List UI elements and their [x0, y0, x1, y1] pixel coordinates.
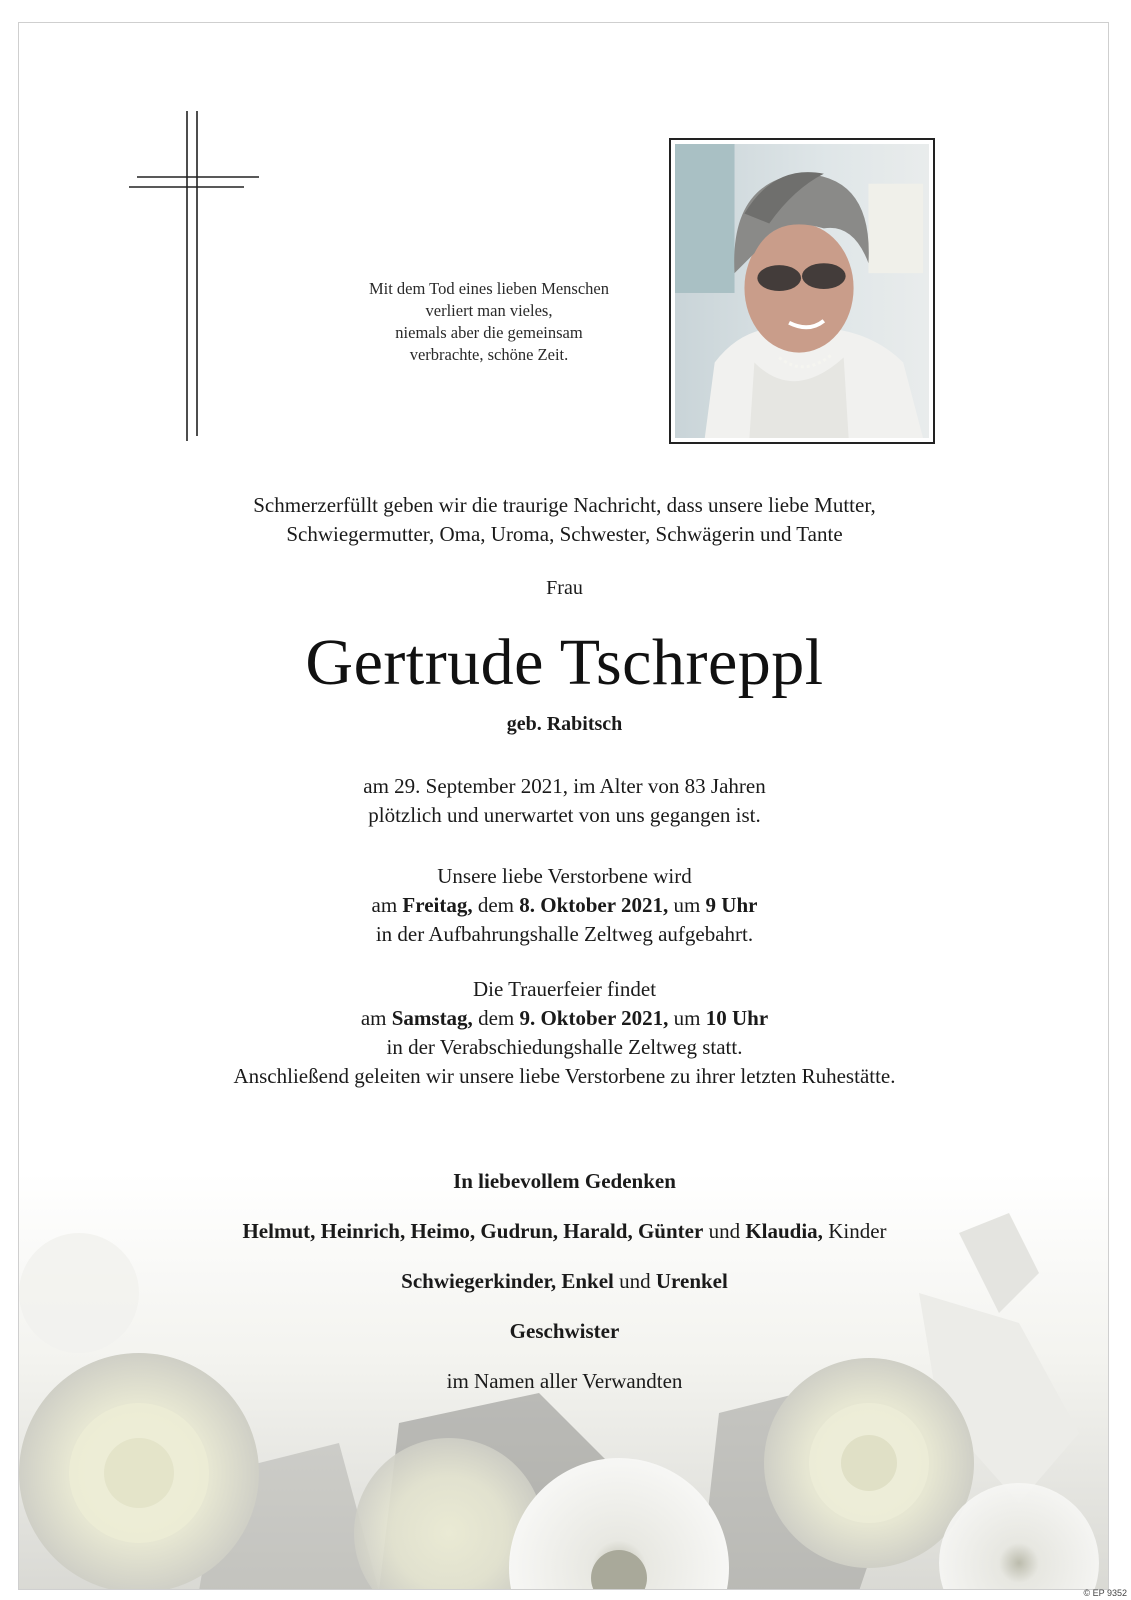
- quote-line: niemals aber die gemeinsam: [395, 323, 583, 342]
- text-fragment: und: [613, 1269, 656, 1293]
- print-code: © EP 9352: [1083, 1588, 1127, 1598]
- viewing-date: 8. Oktober 2021,: [519, 893, 669, 917]
- portrait-photo: [669, 138, 935, 444]
- death-line: plötzlich und unerwartet von uns gegangen ist.: [368, 803, 761, 827]
- quote-line: Mit dem Tod eines lieben Menschen: [368, 279, 610, 298]
- quote-line: verliert man vieles,: [425, 301, 553, 320]
- relatives-line: im Namen aller Verwandten: [446, 1369, 683, 1393]
- text-fragment: am: [371, 893, 403, 917]
- announcement-intro: [19, 491, 1109, 549]
- viewing-time: 9 Uhr: [705, 893, 758, 917]
- siblings-line: Geschwister: [509, 1319, 620, 1343]
- inlaws-line: [19, 1269, 1109, 1294]
- deceased-name: Gertrude Tschreppl: [305, 626, 824, 699]
- text-fragment: um: [668, 1006, 706, 1030]
- greatgrand-names: Urenkel: [655, 1269, 728, 1293]
- obituary-card: [18, 22, 1109, 1590]
- ceremony-location: in der Verabschiedungshalle Zeltweg statt.: [386, 1035, 743, 1059]
- children-role: Kinder: [822, 1219, 887, 1243]
- death-notice: [19, 772, 1109, 830]
- maiden-name: geb. Rabitsch: [506, 713, 623, 735]
- children-last: Klaudia,: [745, 1219, 823, 1243]
- text-fragment: am: [360, 1006, 392, 1030]
- ceremony-info: [19, 975, 1109, 1091]
- memory-heading: In liebevollem Gedenken: [453, 1169, 676, 1193]
- text-fragment: dem: [472, 893, 520, 917]
- burial-line: Anschließend geleiten wir unsere liebe Verstorbene zu ihrer letzten Ruhestätte.: [233, 1064, 896, 1088]
- viewing-day: Freitag,: [402, 893, 473, 917]
- children-line: [19, 1219, 1109, 1244]
- text-fragment: und: [703, 1219, 746, 1243]
- memorial-quote: [324, 278, 654, 366]
- intro-line: Schmerzerfüllt geben wir die traurige Nachricht, dass unsere liebe Mutter,: [253, 493, 876, 517]
- quote-line: verbrachte, schöne Zeit.: [409, 345, 569, 364]
- ceremony-datetime: [19, 1004, 1109, 1033]
- death-line: am 29. September 2021, im Alter von 83 Jahren: [363, 774, 766, 798]
- children-names: Helmut, Heinrich, Heimo, Gudrun, Harald, Günter: [242, 1219, 704, 1243]
- ceremony-line: Die Trauerfeier findet: [472, 977, 657, 1001]
- ceremony-date: 9. Oktober 2021,: [519, 1006, 669, 1030]
- intro-line: Schwiegermutter, Oma, Uroma, Schwester, Schwägerin und Tante: [286, 522, 843, 546]
- inlaws-names: Schwiegerkinder, Enkel: [401, 1269, 614, 1293]
- viewing-info: [19, 862, 1109, 949]
- text-fragment: dem: [472, 1006, 520, 1030]
- salutation: Frau: [546, 577, 583, 599]
- ceremony-day: Samstag,: [391, 1006, 473, 1030]
- cross-icon: [129, 111, 269, 451]
- viewing-location: in der Aufbahrungshalle Zeltweg aufgebahrt.: [375, 922, 754, 946]
- viewing-datetime: [19, 891, 1109, 920]
- ceremony-time: 10 Uhr: [705, 1006, 769, 1030]
- viewing-line: Unsere liebe Verstorbene wird: [437, 864, 692, 888]
- text-fragment: um: [668, 893, 706, 917]
